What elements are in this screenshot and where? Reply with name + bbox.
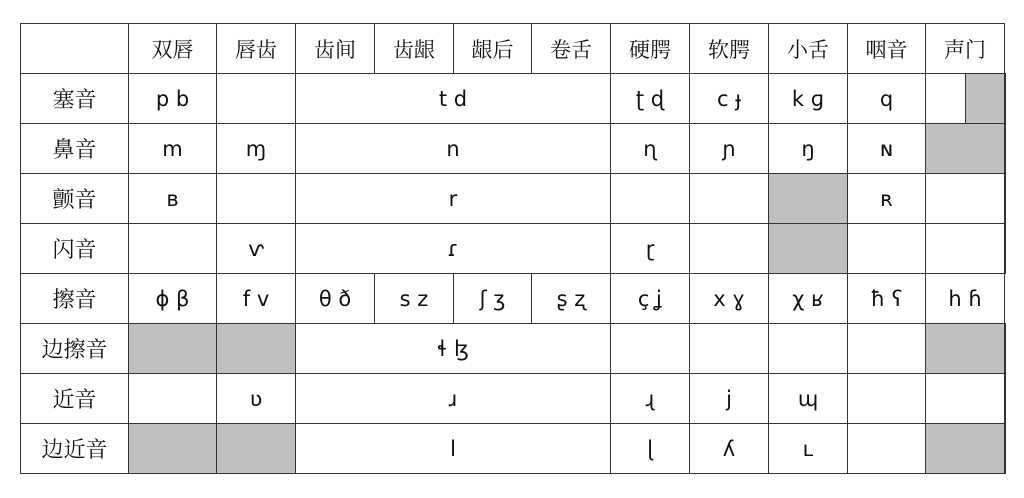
cell-plosive-palatal: c ɟ (690, 74, 769, 124)
cell-latapprox-bilabial (129, 424, 217, 474)
cell-approx-velar: ɰ (769, 374, 848, 424)
cell-latfric-alveolar: ɬ ɮ (296, 324, 611, 374)
cell-trill-palatal (690, 174, 769, 224)
cell-plosive-retroflex: ʈ ɖ (611, 74, 690, 124)
cell-latfric-glottal (1005, 324, 1006, 374)
cell-fricative-palatal: ç ʝ (611, 274, 690, 324)
cell-fricative-postalveolar: ʃ ʒ (454, 274, 532, 324)
col-header-alveolar: 齿龈 (375, 24, 454, 74)
cell-nasal-velar: ŋ (769, 124, 848, 174)
table-row-approximant (21, 374, 1006, 424)
cell-nasal-palatal: ɲ (690, 124, 769, 174)
cell-plosive-glottal-voiceless (1005, 74, 1006, 123)
col-header-pharyngeal: 咽音 (848, 24, 926, 74)
cell-flap-glottal (1005, 224, 1006, 274)
cell-flap-pharyngeal (926, 224, 1005, 274)
cell-nasal-retroflex: ɳ (611, 124, 690, 174)
table-row-trill (21, 174, 1006, 224)
cell-plosive-glottal (1005, 74, 1006, 124)
row-header-trill: 颤音 (21, 174, 129, 224)
cell-nasal-glottal (1005, 124, 1006, 174)
row-header-lateral-approximant: 边近音 (21, 424, 129, 474)
cell-fricative-retroflex: ʂ ʐ (532, 274, 611, 324)
cell-trill-uvular: ʀ (848, 174, 926, 224)
cell-plosive-labiodental (217, 74, 296, 124)
cell-fricative-pharyngeal: ħ ʕ (848, 274, 926, 324)
cell-plosive-pharyngeal-voiceless (926, 74, 965, 123)
cell-flap-labiodental: ⱱ (217, 224, 296, 274)
table-row-lateral-approximant (21, 424, 1006, 474)
col-header-bilabial: 双唇 (129, 24, 217, 74)
col-header-dental: 齿间 (296, 24, 375, 74)
cell-plosive-alveolar: t d (296, 74, 611, 124)
cell-trill-alveolar: r (296, 174, 611, 224)
row-header-approximant: 近音 (21, 374, 129, 424)
cell-latapprox-glottal (1005, 424, 1006, 474)
cell-approx-uvular (848, 374, 926, 424)
cell-fricative-alveolar: s z (375, 274, 454, 324)
table-row-lateral-fricative (21, 324, 1006, 374)
cell-flap-uvular (848, 224, 926, 274)
col-header-postalveolar: 龈后 (454, 24, 532, 74)
corner-cell (21, 24, 129, 74)
cell-fricative-velar: x ɣ (690, 274, 769, 324)
cell-plosive-bilabial: p b (129, 74, 217, 124)
row-header-flap: 闪音 (21, 224, 129, 274)
col-header-palatal: 硬腭 (611, 24, 690, 74)
cell-latfric-labiodental (217, 324, 296, 374)
cell-nasal-alveolar: n (296, 124, 611, 174)
cell-latfric-pharyngeal (926, 324, 1005, 374)
cell-fricative-glottal: h ɦ (926, 274, 1005, 324)
cell-approx-bilabial (129, 374, 217, 424)
cell-plosive-velar: k ɡ (769, 74, 848, 124)
cell-approx-retroflex: ɻ (611, 374, 690, 424)
ipa-consonant-table (20, 23, 1006, 474)
cell-latapprox-pharyngeal (926, 424, 1005, 474)
col-header-uvular: 小舌 (769, 24, 848, 74)
cell-plosive-uvular: q (848, 74, 926, 124)
cell-approx-alveolar: ɹ (296, 374, 611, 424)
cell-latapprox-velar: ʟ (769, 424, 848, 474)
cell-approx-palatal: j (690, 374, 769, 424)
row-header-lateral-fricative: 边擦音 (21, 324, 129, 374)
cell-latapprox-alveolar: l (296, 424, 611, 474)
cell-latfric-retroflex (611, 324, 690, 374)
cell-latfric-velar (769, 324, 848, 374)
cell-flap-retroflex: ɽ (611, 224, 690, 274)
cell-fricative-labiodental: f v (217, 274, 296, 324)
cell-latapprox-retroflex: ɭ (611, 424, 690, 474)
cell-nasal-pharyngeal (926, 124, 1005, 174)
cell-trill-glottal (1005, 174, 1006, 224)
cell-trill-labiodental (217, 174, 296, 224)
cell-latfric-bilabial (129, 324, 217, 374)
cell-approx-labiodental: ʋ (217, 374, 296, 424)
cell-fricative-dental: θ ð (296, 274, 375, 324)
col-header-glottal: 声门 (926, 24, 1005, 74)
cell-flap-bilabial (129, 224, 217, 274)
row-header-fricative: 擦音 (21, 274, 129, 324)
row-header-nasal: 鼻音 (21, 124, 129, 174)
cell-plosive-pharyngeal-impossible (965, 74, 1005, 123)
cell-trill-retroflex (611, 174, 690, 224)
cell-fricative-bilabial: ɸ β (129, 274, 217, 324)
cell-approx-pharyngeal (926, 374, 1005, 424)
header-row (21, 24, 1006, 74)
col-header-velar: 软腭 (690, 24, 769, 74)
table-row-flap (21, 224, 1006, 274)
cell-plosive-pharyngeal (926, 74, 1005, 124)
cell-trill-velar (769, 174, 848, 224)
cell-latapprox-palatal: ʎ (690, 424, 769, 474)
col-header-retroflex: 卷舌 (532, 24, 611, 74)
cell-flap-alveolar: ɾ (296, 224, 611, 274)
cell-latfric-uvular (848, 324, 926, 374)
cell-latapprox-uvular (848, 424, 926, 474)
cell-flap-velar (769, 224, 848, 274)
cell-approx-glottal (1005, 374, 1006, 424)
cell-nasal-uvular: ɴ (848, 124, 926, 174)
row-header-plosive: 塞音 (21, 74, 129, 124)
table-row-fricative (21, 274, 1006, 324)
table-row-nasal (21, 124, 1006, 174)
cell-nasal-labiodental: ɱ (217, 124, 296, 174)
cell-trill-bilabial: ʙ (129, 174, 217, 224)
col-header-labiodental: 唇齿 (217, 24, 296, 74)
cell-nasal-bilabial: m (129, 124, 217, 174)
cell-latapprox-labiodental (217, 424, 296, 474)
cell-trill-pharyngeal (926, 174, 1005, 224)
cell-flap-palatal (690, 224, 769, 274)
cell-latfric-palatal (690, 324, 769, 374)
table-row-plosive (21, 74, 1006, 124)
cell-fricative-uvular: χ ʁ (769, 274, 848, 324)
